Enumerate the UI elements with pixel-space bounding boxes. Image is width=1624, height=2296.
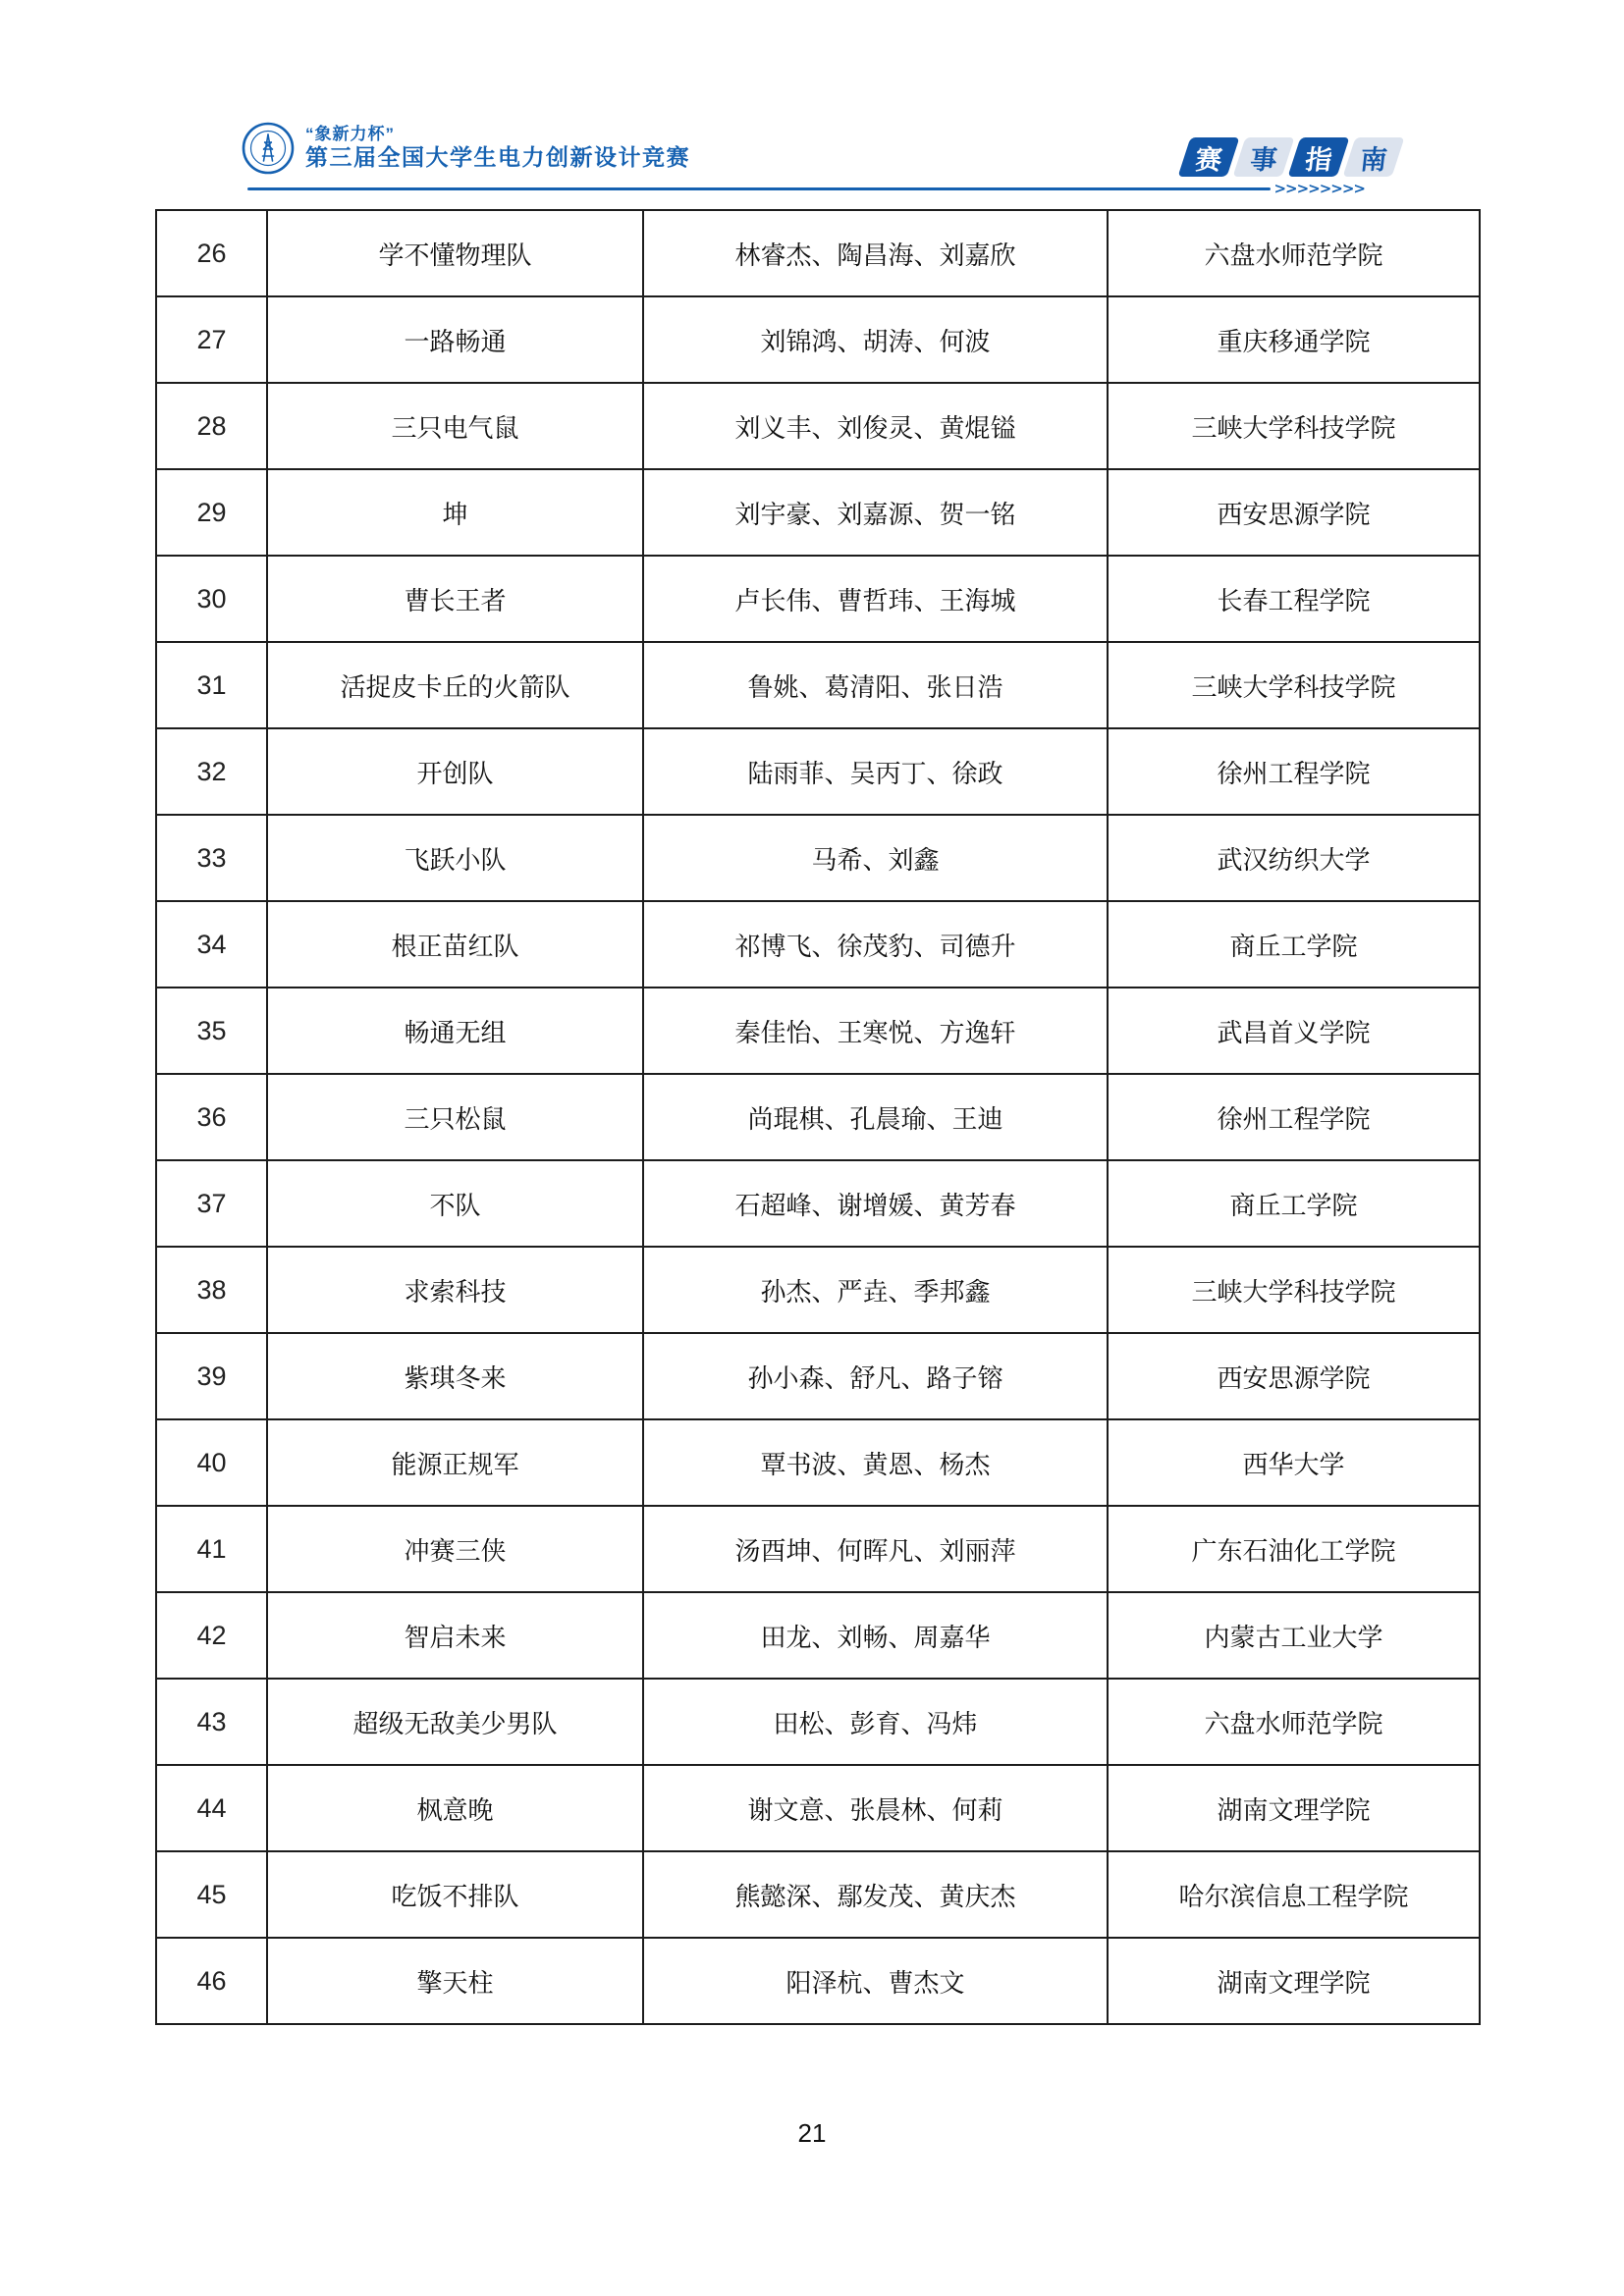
team-number-cell: 37 bbox=[156, 1160, 267, 1247]
team-name-cell: 三只电气鼠 bbox=[267, 383, 643, 469]
team-number-cell: 35 bbox=[156, 988, 267, 1074]
team-school-cell: 广东石油化工学院 bbox=[1108, 1506, 1480, 1592]
table-row bbox=[156, 728, 1480, 815]
table-row bbox=[156, 988, 1480, 1074]
teams-table-body bbox=[156, 210, 1480, 2024]
team-members-cell: 祁博飞、徐茂豹、司德升 bbox=[643, 901, 1108, 988]
team-school-cell: 徐州工程学院 bbox=[1108, 728, 1480, 815]
team-name-cell: 开创队 bbox=[267, 728, 643, 815]
team-name-cell: 能源正规军 bbox=[267, 1419, 643, 1506]
team-number-cell: 38 bbox=[156, 1247, 267, 1333]
team-members-cell: 孙小森、舒凡、路子镕 bbox=[643, 1333, 1108, 1419]
table-row bbox=[156, 642, 1480, 728]
team-members-cell: 鲁姚、葛清阳、张日浩 bbox=[643, 642, 1108, 728]
team-school-cell: 西华大学 bbox=[1108, 1419, 1480, 1506]
table-row bbox=[156, 901, 1480, 988]
page-number: 21 bbox=[797, 2118, 827, 2148]
badge-char-zhi-label: 指 bbox=[1303, 144, 1333, 175]
team-school-cell: 六盘水师范学院 bbox=[1108, 210, 1480, 296]
team-school-cell: 湖南文理学院 bbox=[1108, 1938, 1480, 2024]
team-members-cell: 林睿杰、陶昌海、刘嘉欣 bbox=[643, 210, 1108, 296]
team-name-cell: 擎天柱 bbox=[267, 1938, 643, 2024]
team-number-cell: 28 bbox=[156, 383, 267, 469]
table-row bbox=[156, 1074, 1480, 1160]
team-name-cell: 智启未来 bbox=[267, 1592, 643, 1679]
team-name-cell: 求索科技 bbox=[267, 1247, 643, 1333]
team-school-cell: 三峡大学科技学院 bbox=[1108, 1247, 1480, 1333]
team-name-cell: 学不懂物理队 bbox=[267, 210, 643, 296]
table-row bbox=[156, 1506, 1480, 1592]
guide-badge bbox=[1184, 137, 1398, 177]
team-members-cell: 田松、彭育、冯炜 bbox=[643, 1679, 1108, 1765]
table-row bbox=[156, 296, 1480, 383]
team-members-cell: 刘锦鸿、胡涛、何波 bbox=[643, 296, 1108, 383]
table-row bbox=[156, 1592, 1480, 1679]
team-number-cell: 32 bbox=[156, 728, 267, 815]
header-divider bbox=[247, 180, 1365, 197]
badge-char-shi-label: 事 bbox=[1248, 144, 1278, 175]
team-number-cell: 30 bbox=[156, 556, 267, 642]
team-number-cell: 43 bbox=[156, 1679, 267, 1765]
table-row bbox=[156, 1679, 1480, 1765]
team-number-cell: 27 bbox=[156, 296, 267, 383]
team-members-cell: 阳泽杭、曹杰文 bbox=[643, 1938, 1108, 2024]
team-name-cell: 不队 bbox=[267, 1160, 643, 1247]
table-row bbox=[156, 469, 1480, 556]
table-row bbox=[156, 1765, 1480, 1851]
competition-title: 第三届全国大学生电力创新设计竞赛 bbox=[305, 144, 690, 171]
page-header-left bbox=[242, 122, 690, 175]
team-name-cell: 一路畅通 bbox=[267, 296, 643, 383]
team-name-cell: 超级无敌美少男队 bbox=[267, 1679, 643, 1765]
team-number-cell: 41 bbox=[156, 1506, 267, 1592]
team-number-cell: 34 bbox=[156, 901, 267, 988]
team-members-cell: 刘义丰、刘俊灵、黄焜镒 bbox=[643, 383, 1108, 469]
team-name-cell: 根正苗红队 bbox=[267, 901, 643, 988]
table-row bbox=[156, 210, 1480, 296]
team-school-cell: 重庆移通学院 bbox=[1108, 296, 1480, 383]
badge-char-nan-label: 南 bbox=[1358, 144, 1388, 175]
team-members-cell: 陆雨菲、吴丙丁、徐政 bbox=[643, 728, 1108, 815]
team-members-cell: 谢文意、张晨林、何莉 bbox=[643, 1765, 1108, 1851]
team-members-cell: 卢长伟、曹哲玮、王海城 bbox=[643, 556, 1108, 642]
team-number-cell: 26 bbox=[156, 210, 267, 296]
team-school-cell: 徐州工程学院 bbox=[1108, 1074, 1480, 1160]
team-number-cell: 40 bbox=[156, 1419, 267, 1506]
team-school-cell: 武昌首义学院 bbox=[1108, 988, 1480, 1074]
table-row bbox=[156, 1247, 1480, 1333]
team-number-cell: 44 bbox=[156, 1765, 267, 1851]
team-name-cell: 三只松鼠 bbox=[267, 1074, 643, 1160]
team-members-cell: 孙杰、严垚、季邦鑫 bbox=[643, 1247, 1108, 1333]
team-members-cell: 刘宇豪、刘嘉源、贺一铭 bbox=[643, 469, 1108, 556]
team-number-cell: 36 bbox=[156, 1074, 267, 1160]
team-number-cell: 33 bbox=[156, 815, 267, 901]
table-row bbox=[156, 1160, 1480, 1247]
table-row bbox=[156, 1333, 1480, 1419]
team-school-cell: 六盘水师范学院 bbox=[1108, 1679, 1480, 1765]
team-members-cell: 熊懿深、鄢发茂、黄庆杰 bbox=[643, 1851, 1108, 1938]
badge-char-nan bbox=[1343, 137, 1405, 177]
badge-char-shi bbox=[1233, 137, 1295, 177]
team-name-cell: 活捉皮卡丘的火箭队 bbox=[267, 642, 643, 728]
team-name-cell: 坤 bbox=[267, 469, 643, 556]
badge-char-sai-label: 赛 bbox=[1193, 144, 1223, 175]
team-name-cell: 冲赛三侠 bbox=[267, 1506, 643, 1592]
competition-logo-icon bbox=[242, 122, 295, 175]
team-school-cell: 商丘工学院 bbox=[1108, 1160, 1480, 1247]
team-school-cell: 长春工程学院 bbox=[1108, 556, 1480, 642]
table-row bbox=[156, 1938, 1480, 2024]
team-name-cell: 紫琪冬来 bbox=[267, 1333, 643, 1419]
competition-subtitle: “象新力杯” bbox=[305, 125, 395, 144]
team-school-cell: 西安思源学院 bbox=[1108, 469, 1480, 556]
team-number-cell: 45 bbox=[156, 1851, 267, 1938]
team-name-cell: 吃饭不排队 bbox=[267, 1851, 643, 1938]
team-school-cell: 商丘工学院 bbox=[1108, 901, 1480, 988]
team-school-cell: 三峡大学科技学院 bbox=[1108, 383, 1480, 469]
team-number-cell: 39 bbox=[156, 1333, 267, 1419]
team-members-cell: 马希、刘鑫 bbox=[643, 815, 1108, 901]
team-school-cell: 湖南文理学院 bbox=[1108, 1765, 1480, 1851]
team-school-cell: 哈尔滨信息工程学院 bbox=[1108, 1851, 1480, 1938]
team-members-cell: 汤酉坤、何晖凡、刘丽萍 bbox=[643, 1506, 1108, 1592]
team-number-cell: 46 bbox=[156, 1938, 267, 2024]
team-name-cell: 畅通无组 bbox=[267, 988, 643, 1074]
team-name-cell: 枫意晚 bbox=[267, 1765, 643, 1851]
competition-titles bbox=[305, 125, 690, 171]
table-row bbox=[156, 556, 1480, 642]
table-row bbox=[156, 815, 1480, 901]
table-row bbox=[156, 383, 1480, 469]
team-name-cell: 曹长王者 bbox=[267, 556, 643, 642]
table-row bbox=[156, 1851, 1480, 1938]
page-footer bbox=[0, 2118, 1624, 2149]
badge-char-sai bbox=[1178, 137, 1240, 177]
team-members-cell: 秦佳怡、王寒悦、方逸轩 bbox=[643, 988, 1108, 1074]
team-members-cell: 田龙、刘畅、周嘉华 bbox=[643, 1592, 1108, 1679]
team-members-cell: 覃书波、黄恩、杨杰 bbox=[643, 1419, 1108, 1506]
team-members-cell: 尚琨棋、孔晨瑜、王迪 bbox=[643, 1074, 1108, 1160]
team-members-cell: 石超峰、谢增媛、黄芳春 bbox=[643, 1160, 1108, 1247]
badge-char-zhi bbox=[1288, 137, 1350, 177]
team-number-cell: 42 bbox=[156, 1592, 267, 1679]
team-school-cell: 西安思源学院 bbox=[1108, 1333, 1480, 1419]
team-name-cell: 飞跃小队 bbox=[267, 815, 643, 901]
team-school-cell: 内蒙古工业大学 bbox=[1108, 1592, 1480, 1679]
header-divider-line bbox=[247, 187, 1271, 190]
team-number-cell: 29 bbox=[156, 469, 267, 556]
table-row bbox=[156, 1419, 1480, 1506]
team-school-cell: 武汉纺织大学 bbox=[1108, 815, 1480, 901]
chevrons-decoration: >>>>>>>> bbox=[1273, 180, 1365, 197]
team-school-cell: 三峡大学科技学院 bbox=[1108, 642, 1480, 728]
teams-table bbox=[155, 209, 1481, 2025]
team-number-cell: 31 bbox=[156, 642, 267, 728]
